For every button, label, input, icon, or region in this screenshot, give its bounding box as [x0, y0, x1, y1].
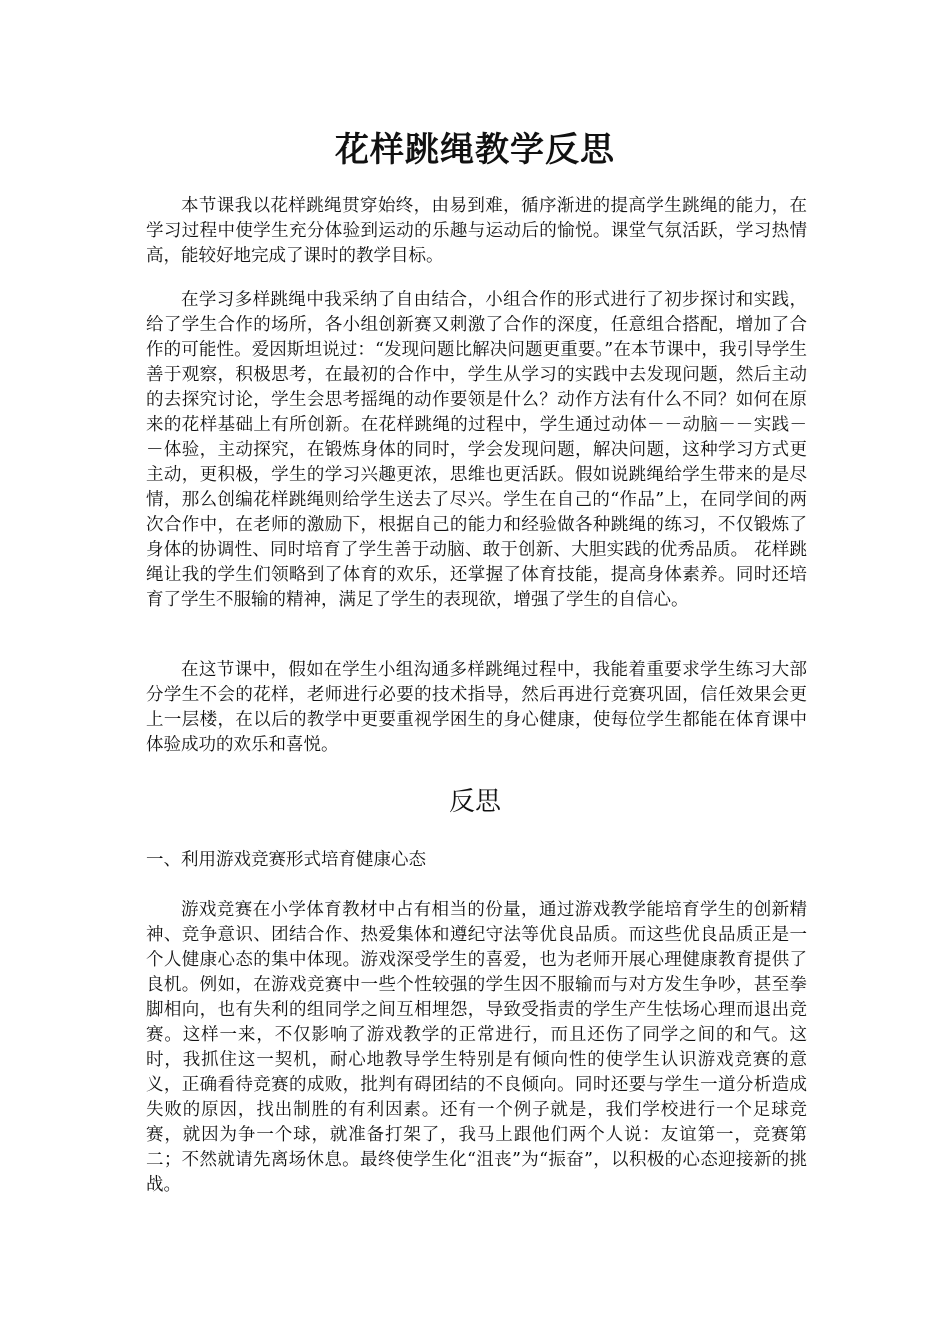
section-heading: 一、利用游戏竞赛形式培育健康心态: [146, 850, 426, 870]
body-paragraph: 在学习多样跳绳中我采纳了自由结合，小组合作的形式进行了初步探讨和实践，给了学生合作的场所，各小组创新赛又刺激了合作的深度，任意组合搭配，增加了合作的可能性。爱因斯坦说过：“发现问题比解决问题更重要。”在本节课中，我引导学生善于观察，积极思考，在最初的合作中，学生从学习的实践中去发现问题，然后主动的去探究讨论，学生会思考摇绳的动作要领是什么？动作方法有什么不同？如何在原来的花样基础上有所创新。在花样跳绳的过程中，学生通过动体－－动脑－－实践－－体验，主动探究，在锻炼身体的同时，学会发现问题，解决问题，这种学习方式更主动，更积极，学生的学习兴趣更浓，思维也更活跃。假如说跳绳给学生带来的是尽情，那么创编花样跳绳则给学生送去了尽兴。学生在自己的“作品”上，在同学间的两次合作中，在老师的激励下，根据自己的能力和经验做各种跳绳的练习，不仅锻炼了身体的协调性、同时培育了学生善于动脑、敢于创新、大胆实践的优秀品质。 花样跳绳让我的学生们领略到了体育的欢乐，还掌握了体育技能，提高身体素养。同时还培育了学生不服输的精神，满足了学生的表现欲，增强了学生的自信心。: [146, 290, 807, 610]
reflection-subtitle: 反思: [448, 787, 501, 817]
intro-paragraph: 本节课我以花样跳绳贯穿始终，由易到难，循序渐进的提高学生跳绳的能力，在学习过程中使学生充分体验到运动的乐趣与运动后的愉悦。课堂气氛活跃，学习热情高，能较好地完成了课时的教学目标。: [146, 196, 807, 266]
document-title: 花样跳绳教学反思: [335, 130, 615, 170]
conclusion-paragraph: 在这节课中，假如在学生小组沟通多样跳绳过程中，我能着重要求学生练习大部分学生不会的花样，老师进行必要的技术指导，然后再进行竞赛巩固，信任效果会更上一层楼，在以后的教学中更要重视学困生的身心健康，使每位学生都能在体育课中体验成功的欢乐和喜悦。: [146, 660, 807, 755]
section-paragraph: 游戏竞赛在小学体育教材中占有相当的份量，通过游戏教学能培育学生的创新精神、竞争意识、团结合作、热爱集体和遵纪守法等优良品质。而这些优良品质正是一个人健康心态的集中体现。游戏深受学生的喜爱，也为老师开展心理健康教育提供了良机。例如，在游戏竞赛中一些个性较强的学生因不服输而与对方发生争吵，甚至拳脚相向，也有失利的组同学之间互相埋怨，导致受指责的学生产生怯场心理而退出竞赛。这样一来，不仅影响了游戏教学的正常进行，而且还伤了同学之间的和气。这时，我抓住这一契机，耐心地教导学生特别是有倾向性的使学生认识游戏竞赛的意义，正确看待竞赛的成败，批判有碍团结的不良倾向。同时还要与学生一道分析造成失败的原因，找出制胜的有利因素。还有一个例子就是，我们学校进行一个足球竞赛，就因为争一个球，就准备打架了，我马上跟他们两个人说：友谊第一，竞赛第二；不然就请先离场休息。最终使学生化“沮丧”为“振奋”，以积极的心态迎接新的挑战。: [146, 900, 807, 1195]
